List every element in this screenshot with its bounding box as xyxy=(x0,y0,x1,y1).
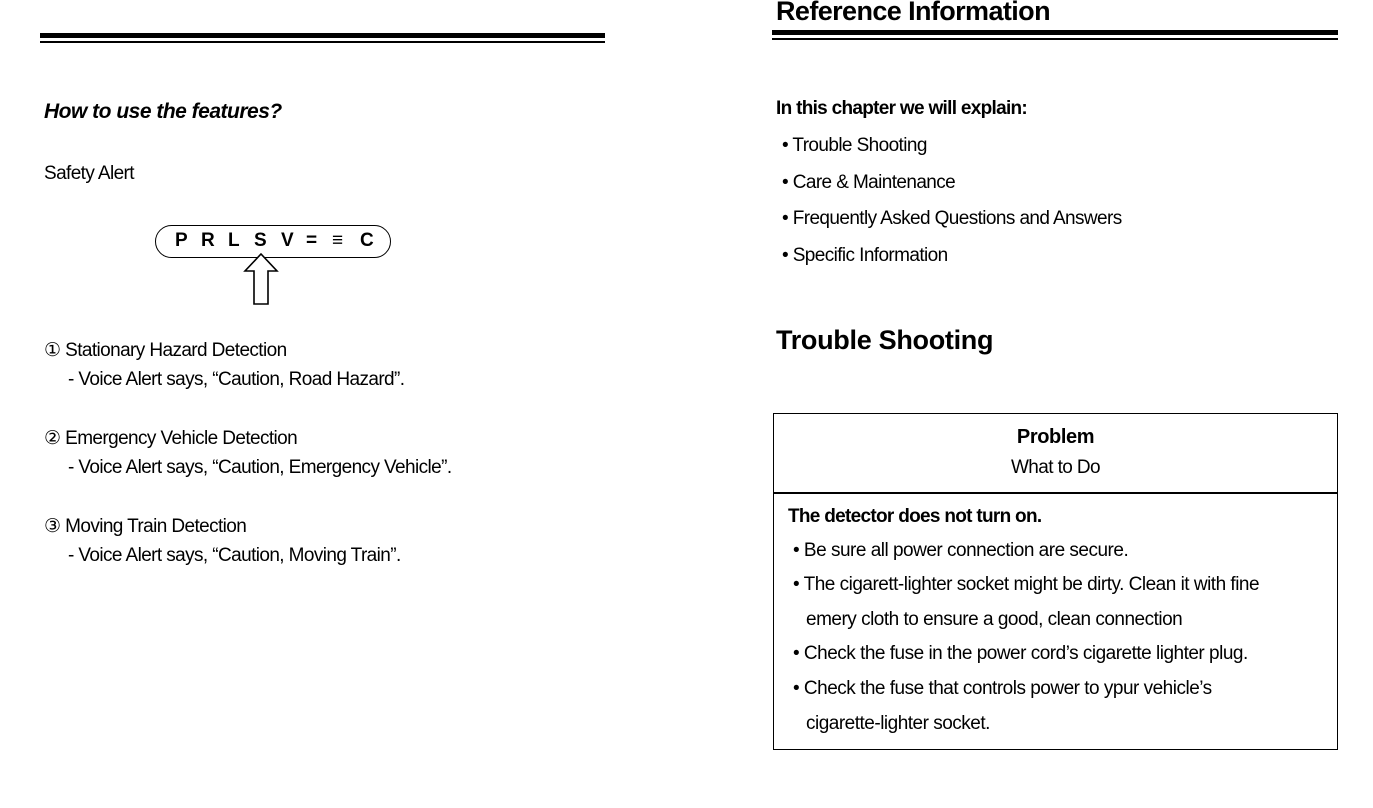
top-rule-thick xyxy=(40,33,605,38)
mode-letter-s: S xyxy=(254,230,267,251)
solution-line: • The cigarett-lighter socket might be dirty. Clean it with fine xyxy=(793,574,1260,595)
page-title: Reference Information xyxy=(776,0,1050,26)
feature-1-title xyxy=(44,339,287,362)
title-rule-thick xyxy=(772,30,1338,35)
feature-3-number: ③ xyxy=(44,516,61,537)
solution-line: cigarette-lighter socket. xyxy=(806,713,990,734)
mode-letter-p: P xyxy=(175,230,188,251)
table-header-what-to-do: What to Do xyxy=(1010,457,1101,478)
table-divider xyxy=(773,492,1338,494)
up-arrow-icon xyxy=(243,252,279,306)
feature-2-description: - Voice Alert says, “Caution, Emergency Vehicle”. xyxy=(68,457,452,478)
mode-letter-l: L xyxy=(228,230,240,251)
solution-line: emery cloth to ensure a good, clean connection xyxy=(806,609,1183,630)
solution-line: • Check the fuse that controls power to ypur vehicle’s xyxy=(793,678,1212,699)
solution-line: • Check the fuse in the power cord’s cigarette lighter plug. xyxy=(793,643,1248,664)
chapter-intro: In this chapter we will explain: xyxy=(776,98,1028,119)
mode-letter-triple-bar: ≡ xyxy=(332,230,344,251)
mode-letter-v: V xyxy=(281,230,294,251)
feature-3-title xyxy=(44,515,246,538)
chapter-item: • Care & Maintenance xyxy=(782,172,956,193)
mode-letter-r: R xyxy=(201,230,215,251)
solution-line: • Be sure all power connection are secure. xyxy=(793,540,1129,561)
table-header-problem: Problem xyxy=(1016,426,1095,448)
feature-3-title-text: Moving Train Detection xyxy=(65,516,247,537)
feature-1-description: - Voice Alert says, “Caution, Road Hazard”. xyxy=(68,369,405,390)
feature-2-number: ② xyxy=(44,428,61,449)
trouble-shooting-heading: Trouble Shooting xyxy=(776,325,994,355)
feature-2-title xyxy=(44,427,297,450)
chapter-item: • Trouble Shooting xyxy=(782,135,927,156)
features-heading: How to use the features? xyxy=(44,100,282,123)
chapter-item: • Frequently Asked Questions and Answers xyxy=(782,208,1122,229)
feature-3-description: - Voice Alert says, “Caution, Moving Train”. xyxy=(68,545,401,566)
mode-letter-equals: = xyxy=(306,230,318,251)
title-rule-thin xyxy=(772,38,1338,40)
feature-1-number: ① xyxy=(44,340,61,361)
feature-2-title-text: Emergency Vehicle Detection xyxy=(65,428,298,449)
top-rule-thin xyxy=(40,41,605,43)
mode-letter-c: C xyxy=(360,230,374,251)
problem-statement: The detector does not turn on. xyxy=(788,506,1042,527)
chapter-item: • Specific Information xyxy=(782,245,948,266)
safety-alert-label: Safety Alert xyxy=(44,163,134,184)
feature-1-title-text: Stationary Hazard Detection xyxy=(65,340,287,361)
